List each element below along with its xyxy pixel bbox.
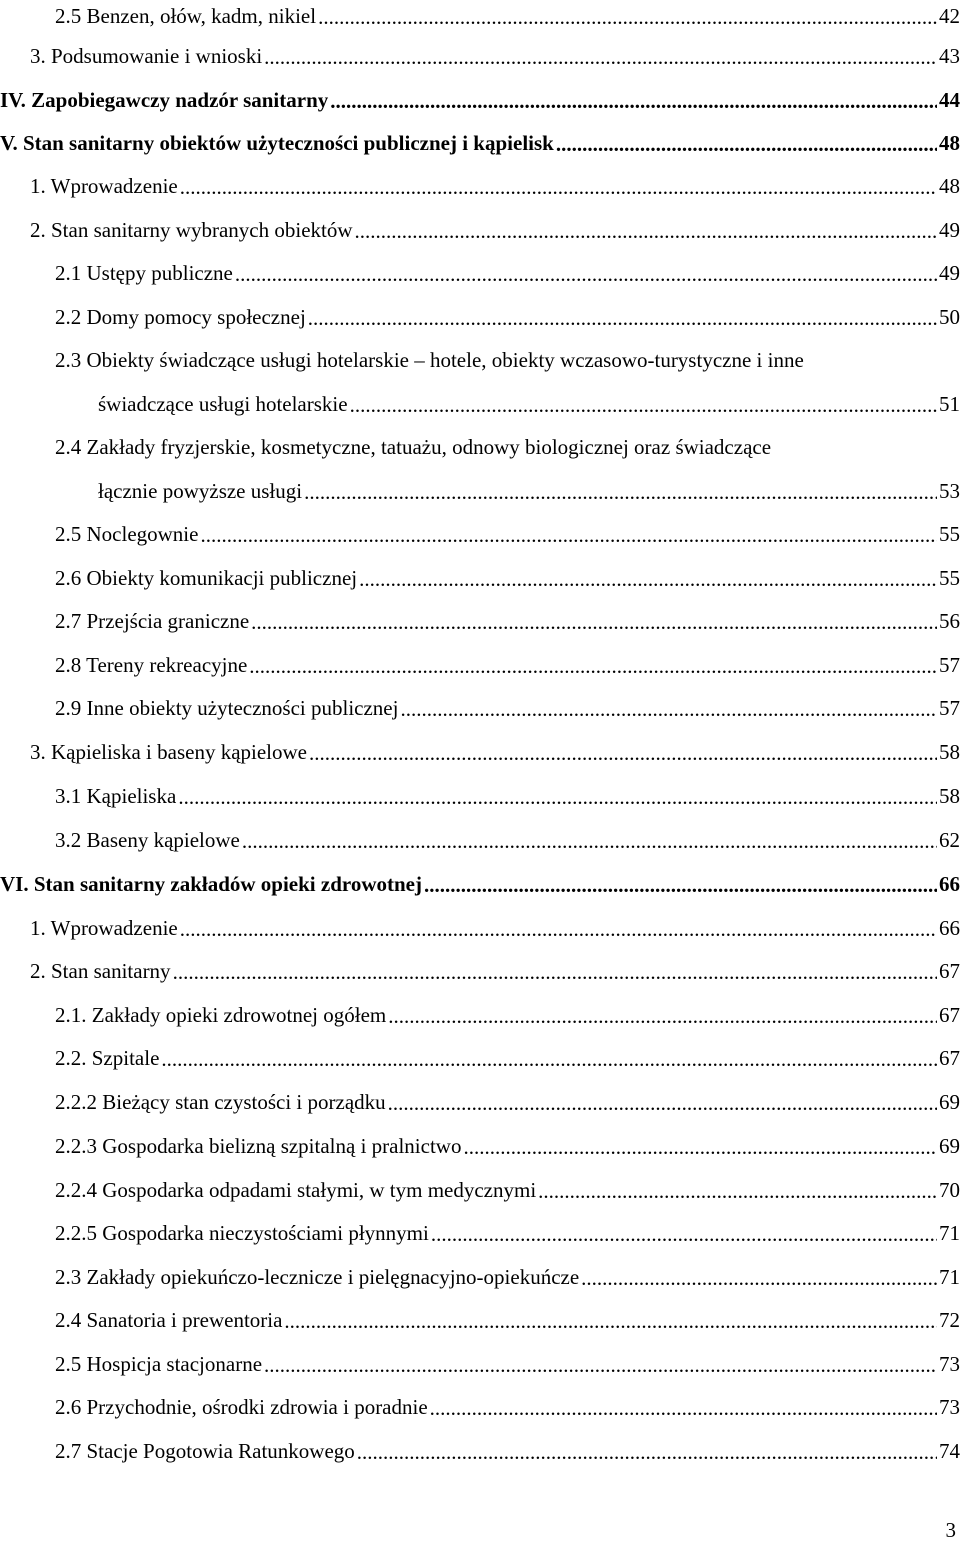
toc-page-number: 49: [939, 218, 960, 242]
toc-page-number: 48: [939, 174, 960, 198]
toc-page-number: 73: [939, 1352, 960, 1376]
toc-entry-title[interactable]: 2.3 Obiekty świadczące usługi hotelarskie – hotele, obiekty wczasowo-turystyczne i inne: [55, 348, 804, 372]
dot-leader: [538, 1178, 937, 1198]
toc-entry-title: 2.6 Obiekty komunikacji publicznej: [55, 566, 358, 590]
toc-entry-title: VI. Stan sanitarny zakładów opieki zdrowotnej: [0, 872, 422, 896]
toc-page-number: 55: [939, 522, 960, 546]
toc-entry[interactable]: [0, 301, 960, 329]
toc-entry-title: 2.8 Tereny rekreacyjne: [55, 653, 248, 677]
page-number: 3: [945, 1518, 956, 1542]
dot-leader: [178, 784, 937, 804]
toc-entry-title: 2.6 Przychodnie, ośrodki zdrowia i poradnie: [55, 1395, 428, 1419]
toc-entry[interactable]: [0, 562, 960, 590]
toc-page-number: 71: [939, 1265, 960, 1289]
toc-entry[interactable]: [0, 1435, 960, 1463]
toc-entry[interactable]: [0, 257, 960, 285]
toc-page-number: 73: [939, 1395, 960, 1419]
toc-entry[interactable]: [0, 40, 960, 68]
toc-entry[interactable]: [0, 1348, 960, 1376]
dot-leader: [400, 696, 937, 716]
toc-page-number: 48: [939, 131, 960, 155]
toc-entry-title: 3.2 Baseny kąpielowe: [55, 828, 240, 852]
dot-leader: [180, 916, 937, 936]
dot-leader: [251, 609, 937, 629]
dot-leader: [264, 44, 937, 64]
toc-entry-continuation: świadczące usługi hotelarskie: [98, 392, 348, 416]
dot-leader: [249, 653, 937, 673]
toc-entry[interactable]: [0, 692, 960, 720]
toc-entry[interactable]: [0, 1304, 960, 1332]
toc-entry-title: 2.9 Inne obiekty użyteczności publicznej: [55, 696, 399, 720]
toc-entry-title: 2.5 Hospicja stacjonarne: [55, 1352, 263, 1376]
toc-page-number: 72: [939, 1308, 960, 1332]
dot-leader: [200, 522, 937, 542]
dot-leader: [581, 1265, 937, 1285]
toc-page-number: 43: [939, 44, 960, 68]
toc-entry[interactable]: [0, 1130, 960, 1158]
dot-leader: [264, 1352, 937, 1372]
toc-entry[interactable]: [0, 84, 960, 112]
toc-entry[interactable]: [0, 780, 960, 808]
dot-leader: [388, 1090, 937, 1110]
toc-entry[interactable]: [0, 955, 960, 983]
toc-page-number: 42: [939, 4, 960, 28]
toc-entry-continuation: łącznie powyższe usługi: [98, 479, 303, 503]
dot-leader: [309, 740, 937, 760]
toc-entry-title: 3.1 Kąpieliska: [55, 784, 177, 808]
toc-page-number: 71: [939, 1221, 960, 1245]
dot-leader: [180, 174, 937, 194]
dot-leader: [318, 4, 937, 24]
toc-page-number: 55: [939, 566, 960, 590]
toc-page-number: 56: [939, 609, 960, 633]
toc-page-number: 49: [939, 261, 960, 285]
toc-page-number: 50: [939, 305, 960, 329]
toc-entry[interactable]: [0, 170, 960, 198]
toc-page-number: 58: [939, 740, 960, 764]
toc-page-number: 44: [939, 88, 960, 112]
toc-entry-title: 3. Podsumowanie i wnioski: [30, 44, 263, 68]
toc-entry[interactable]: [0, 868, 960, 896]
toc-entry-title: 2.1. Zakłady opieki zdrowotnej ogółem: [55, 1003, 387, 1027]
toc-entry-title[interactable]: 2.4 Zakłady fryzjerskie, kosmetyczne, tatuażu, odnowy biologicznej oraz świadczące: [55, 435, 772, 459]
toc-page-number: 53: [939, 479, 960, 503]
dot-leader: [355, 218, 937, 238]
dot-leader: [359, 566, 937, 586]
dot-leader: [330, 88, 937, 108]
toc-entry-title: 2.5 Benzen, ołów, kadm, nikiel: [55, 4, 317, 28]
toc-entry-title: 2. Stan sanitarny: [30, 959, 171, 983]
dot-leader: [463, 1134, 937, 1154]
dot-leader: [308, 305, 937, 325]
toc-entry[interactable]: [0, 1261, 960, 1289]
toc-entry[interactable]: [0, 0, 960, 28]
toc-entry-title: 2.2.5 Gospodarka nieczystościami płynnymi: [55, 1221, 429, 1245]
toc-page-number: 58: [939, 784, 960, 808]
toc-entry[interactable]: [0, 388, 960, 416]
dot-leader: [242, 828, 937, 848]
toc-page-number: 70: [939, 1178, 960, 1202]
toc-entry[interactable]: [0, 736, 960, 764]
toc-entry-title: 2.4 Sanatoria i prewentoria: [55, 1308, 283, 1332]
toc-entry-title: 2.7 Przejścia graniczne: [55, 609, 250, 633]
toc-entry[interactable]: [0, 518, 960, 546]
toc-entry-title: 2.7 Stacje Pogotowia Ratunkowego: [55, 1439, 355, 1463]
toc-entry-title: 2.2.3 Gospodarka bielizną szpitalną i pralnictwo: [55, 1134, 462, 1158]
dot-leader: [173, 959, 937, 979]
dot-leader: [424, 872, 937, 892]
toc-page-number: 57: [939, 653, 960, 677]
toc-entry-title: 1. Wprowadzenie: [30, 916, 178, 940]
toc-page-number: 62: [939, 828, 960, 852]
toc-entry[interactable]: [0, 1174, 960, 1202]
toc-page-number: 74: [939, 1439, 960, 1463]
toc-entry-title: 2.5 Noclegownie: [55, 522, 199, 546]
dot-leader: [556, 131, 937, 151]
toc-page-number: 69: [939, 1134, 960, 1158]
toc-page-number: 57: [939, 696, 960, 720]
toc-entry[interactable]: [0, 1391, 960, 1419]
toc-entry[interactable]: [0, 999, 960, 1027]
dot-leader: [350, 392, 937, 412]
dot-leader: [388, 1003, 937, 1023]
toc-page-number: 66: [939, 916, 960, 940]
toc-page-number: 67: [939, 1046, 960, 1070]
toc-page-number: 67: [939, 1003, 960, 1027]
toc-entry-title: 2.3 Zakłady opiekuńczo-lecznicze i pielęgnacyjno-opiekuńcze: [55, 1265, 580, 1289]
toc-entry-title: 2.2.2 Bieżący stan czystości i porządku: [55, 1090, 386, 1114]
toc-entry[interactable]: [0, 475, 960, 503]
toc-entry[interactable]: [0, 1086, 960, 1114]
toc-entry-title: 2.2 Domy pomocy społecznej: [55, 305, 306, 329]
toc-entry[interactable]: [0, 649, 960, 677]
toc-entry[interactable]: [0, 127, 960, 155]
toc-page-number: 66: [939, 872, 960, 896]
dot-leader: [161, 1046, 937, 1066]
toc-entry[interactable]: [0, 1042, 960, 1070]
dot-leader: [431, 1221, 937, 1241]
dot-leader: [284, 1308, 937, 1328]
toc-entry-title: 2.1 Ustępy publiczne: [55, 261, 233, 285]
toc-entry[interactable]: [0, 824, 960, 852]
toc-entry-title: V. Stan sanitarny obiektów użyteczności publicznej i kąpielisk: [0, 131, 554, 155]
toc-page-number: 69: [939, 1090, 960, 1114]
dot-leader: [357, 1439, 937, 1459]
toc-entry[interactable]: [0, 1217, 960, 1245]
dot-leader: [304, 479, 937, 499]
toc-entry[interactable]: [0, 605, 960, 633]
toc-entry[interactable]: [0, 214, 960, 242]
dot-leader: [430, 1395, 937, 1415]
toc-entry-title: 2.2.4 Gospodarka odpadami stałymi, w tym medycznymi: [55, 1178, 537, 1202]
toc-page-number: 67: [939, 959, 960, 983]
toc-entry-title: 3. Kąpieliska i baseny kąpielowe: [30, 740, 307, 764]
toc-entry-title: 2. Stan sanitarny wybranych obiektów: [30, 218, 353, 242]
toc-entry[interactable]: [0, 912, 960, 940]
toc-entry-title: IV. Zapobiegawczy nadzór sanitarny: [0, 88, 329, 112]
toc-page-number: 51: [939, 392, 960, 416]
dot-leader: [235, 261, 937, 281]
toc-entry-title: 1. Wprowadzenie: [30, 174, 178, 198]
toc-entry-title: 2.2. Szpitale: [55, 1046, 160, 1070]
